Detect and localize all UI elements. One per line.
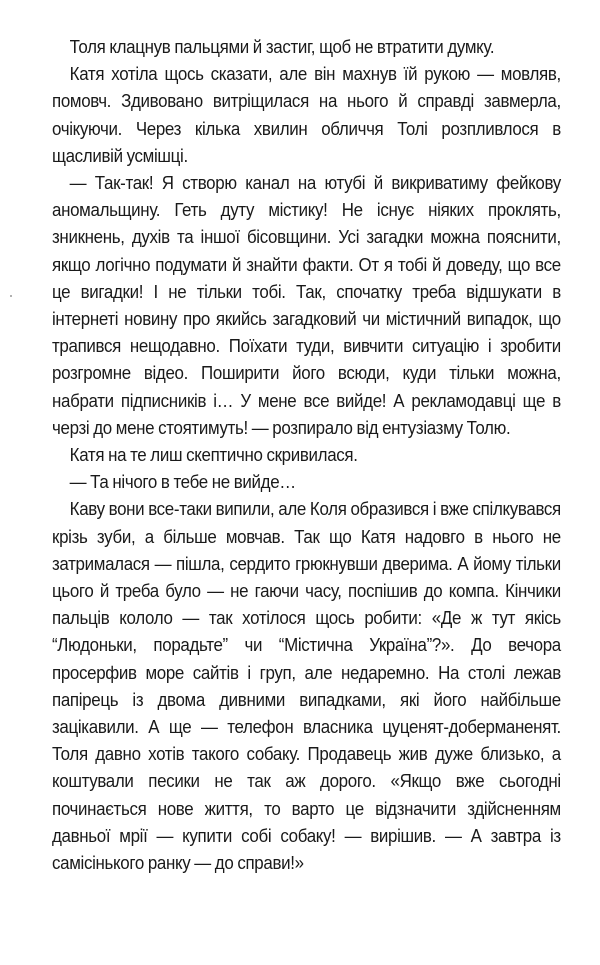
paragraph-dialogue: — Так-так! Я створю канал на ютубі й викриватиму фейкову аномальщину. Геть дуту містику! Не існує ніяких проклять, зникнень, духів та іншої бісовщини. Усі загадки можна пояснити, якщо логічно подумати й знайти факти. От я тобі й доведу, що все це вигадки! І не тільки тобі. Так, спочатку треба відшукати в інтернеті новину про якийсь загадковий чи містичний випадок, що трапився нещодавно. Поїхати туди, вивчити ситуацію і зробити розгромне відео. Поширити його всюди, куди тільки можна, набрати підписників і… У мене все вийде! А рекламодавці ще в черзі до мене стоятимуть! — розпирало від ентузіазму Толю. (52, 173, 561, 438)
paragraph: Каву вони все-таки випили, але Коля образився і вже спілкувався крізь зуби, а більше мовчав. Так що Катя надовго в нього не затрималася — пішла, сердито грюкнувши дверима. А йому тільки цього й треба було — не гаючи часу, поспішив до компа. Кінчики пальців кололо — так хотілося щось робити: «Де ж тут якісь “Людоньки, порадьте” чи “Містична Україна”?». До вечора просерфив море сайтів і груп, але недаремно. На столі лежав папірець із двома дивними випадками, які його найбільше зацікавили. А ще — телефон власника цуценят-доберманенят. Толя давно хотів такого собаку. Продавець жив дуже близько, а коштували песики не так аж дорого. «Якщо вже сьогодні починається нове життя, то варто це відзначити здійсненням давньої мрії — купити собі собаку! — вирішив. — А завтра із самісінького ранку — до справи!» (52, 499, 561, 874)
paragraph: Толя клацнув пальцями й застиг, щоб не втратити думку. (69, 37, 495, 57)
scan-speck (10, 295, 12, 297)
paragraph: Катя на те лиш скептично скривилася. (69, 445, 358, 466)
paragraph: Катя хотіла щось сказати, але він махнув їй рукою — мовляв, помовч. Здивовано витріщилася на нього й справді завмерла, очікуючи. Через кілька хвилин обличчя Толі розпливлося в щасливій усмішці. (52, 64, 561, 166)
paragraph-dialogue: — Та нічого в тебе не вийде… (69, 472, 296, 493)
book-page (52, 34, 561, 877)
